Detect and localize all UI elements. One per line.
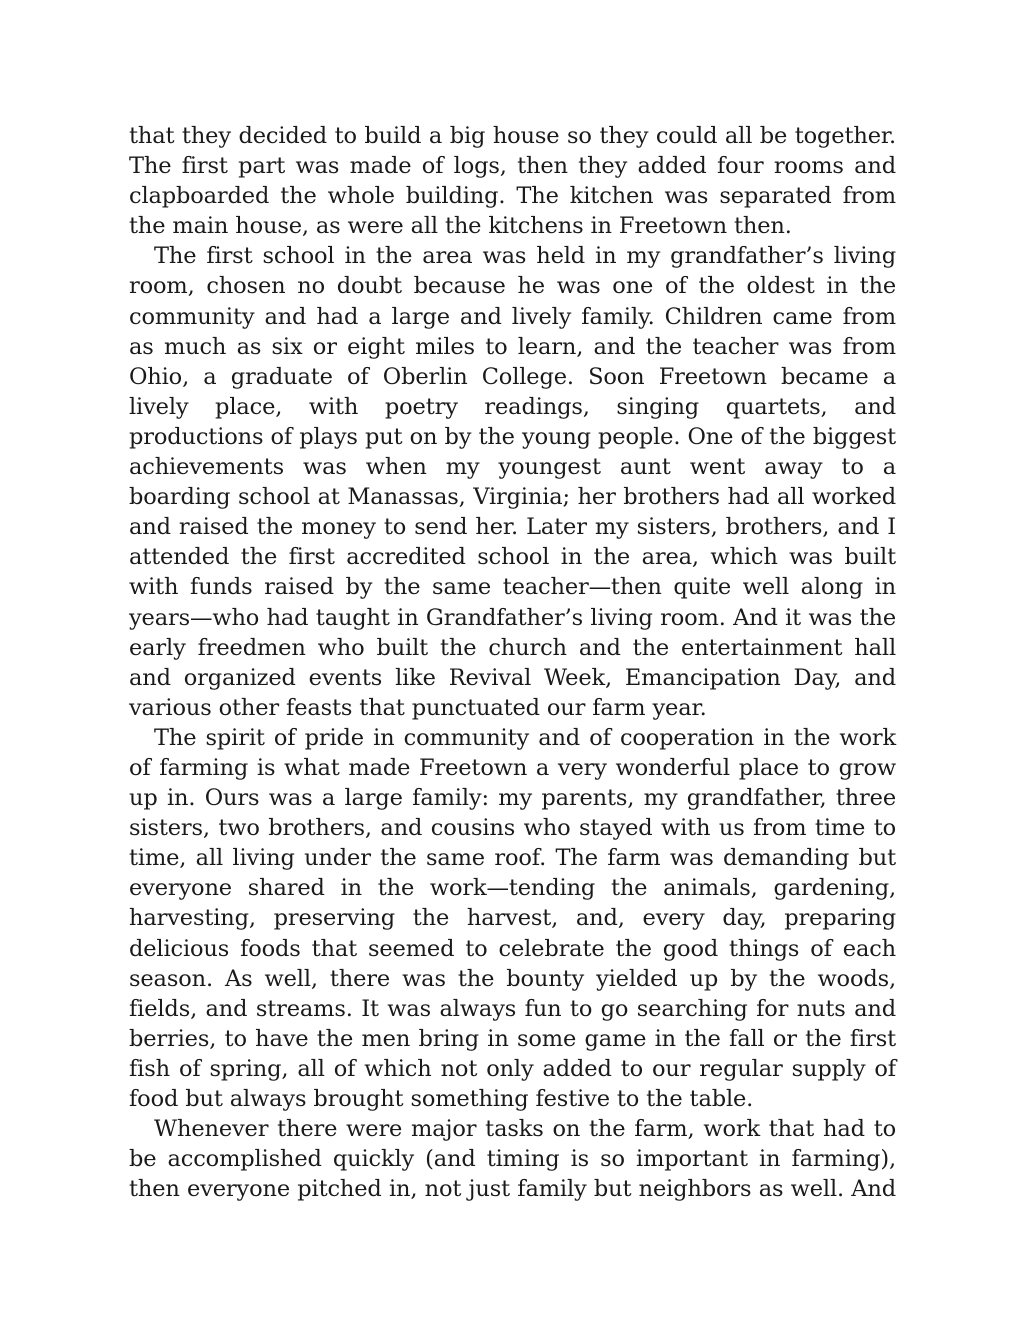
paragraph-4: Whenever there were major tasks on the farm, work that had to be accomplished quickly (and timing is so important in farming), then everyone pitched in, not just family but neighbors as well. And [129, 1116, 896, 1203]
page-body [129, 121, 896, 1204]
paragraph-3: The spirit of pride in community and of cooperation in the work of farming is what made Freetown a very wonderful place to grow up in. Ours was a large family: my parents, my grandfather, three sisters, two brothers, and cousins who stayed with us from time to time, all living under the same roof. The farm was demanding but everyone shared in the work—tending the animals, gardening, harvesting, preserving the harvest, and, every day, preparing delicious foods that seemed to celebrate the good things of each season. As well, there was the bounty yielded up by the woods, fields, and streams. It was always fun to go searching for nuts and berries, to have the men bring in some game in the fall or the first fish of spring, all of which not only added to our regular supply of food but always brought something festive to the table. [129, 724, 896, 1112]
paragraph-1: that they decided to build a big house so they could all be together. The first part was made of logs, then they added four rooms and clapboarded the whole building. The kitchen was separated from the main house, as were all the kitchens in Freetown then. [129, 123, 896, 240]
paragraph-2: The first school in the area was held in my grandfather’s living room, chosen no doubt because he was one of the oldest in the community and had a large and lively family. Children came from as much as six or eight miles to learn, and the teacher was from Ohio, a graduate of Oberlin College. Soon Freetown became a lively place, with poetry readings, singing quartets, and productions of plays put on by the young people. One of the biggest achievements was when my youngest aunt went away to a boarding school at Manassas, Virginia; her brothers had all worked and raised the money to send her. Later my sisters, brothers, and I attended the first accredited school in the area, which was built with funds raised by the same teacher—then quite well along in years—who had taught in Grandfather’s living room. And it was the early freedmen who built the church and the entertainment hall and organized events like Revival Week, Emancipation Day, and various other feasts that punctuated our farm year. [129, 243, 896, 721]
